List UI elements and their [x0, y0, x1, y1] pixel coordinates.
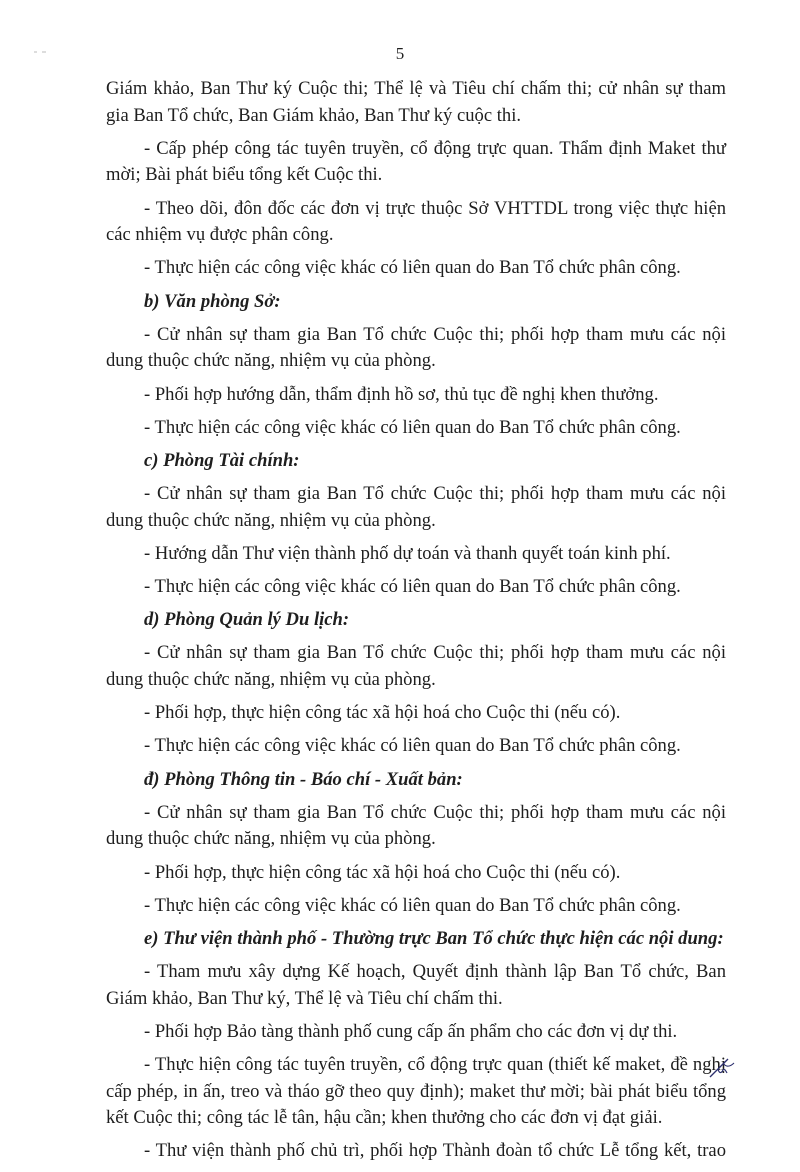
list-item: - Thực hiện các công việc khác có liên quan do Ban Tổ chức phân công.: [144, 257, 681, 279]
document-body: [106, 76, 726, 1172]
section-heading: b) Văn phòng Sở:: [144, 290, 281, 312]
list-item: - Cấp phép công tác tuyên truyền, cổ động trực quan. Thẩm định Maket thư mời; Bài phát biểu tổng kết Cuộc thi.: [106, 137, 726, 186]
section-heading: d) Phòng Quản lý Du lịch:: [144, 609, 350, 631]
list-item: - Thư viện thành phố chủ trì, phối hợp Thành đoàn tổ chức Lễ tổng kết, trao: [144, 1140, 726, 1162]
list-item: - Phối hợp, thực hiện công tác xã hội hoá cho Cuộc thi (nếu có).: [144, 702, 621, 724]
page-number: 5: [395, 44, 405, 63]
section-heading: e) Thư viện thành phố - Thường trực Ban Tổ chức thực hiện các nội dung:: [144, 927, 724, 949]
section-heading: c) Phòng Tài chính:: [144, 449, 300, 471]
list-item: - Thực hiện công tác tuyên truyền, cổ động trực quan (thiết kế maket, đề nghị cấp phép, in ấn, treo và tháo gỡ theo quy định); maket thư mời; bài phát biểu tổng kết Cuộc thi; công tác lễ tân, hậu cần; khen thưởng cho các đơn vị đạt giải.: [106, 1054, 726, 1129]
list-item: - Cử nhân sự tham gia Ban Tổ chức Cuộc thi; phối hợp tham mưu các nội dung thuộc chức năng, nhiệm vụ của phòng.: [106, 483, 726, 531]
list-item: - Thực hiện các công việc khác có liên quan do Ban Tổ chức phân công.: [144, 894, 681, 916]
list-item: - Thực hiện các công việc khác có liên quan do Ban Tổ chức phân công.: [144, 576, 681, 598]
list-item: - Thực hiện các công việc khác có liên quan do Ban Tổ chức phân công.: [144, 735, 681, 757]
list-item: - Hướng dẫn Thư viện thành phố dự toán và thanh quyết toán kinh phí.: [144, 542, 671, 564]
paragraph-continuation: Giám khảo, Ban Thư ký Cuộc thi; Thể lệ và Tiêu chí chấm thi; cử nhân sự tham gia Ban Tổ chức, Ban Giám khảo, Ban Thư ký cuộc thi.: [106, 78, 726, 126]
list-item: - Cử nhân sự tham gia Ban Tổ chức Cuộc thi; phối hợp tham mưu các nội dung thuộc chức năng, nhiệm vụ của phòng.: [106, 801, 726, 850]
list-item: - Cử nhân sự tham gia Ban Tổ chức Cuộc thi; phối hợp tham mưu các nội dung thuộc chức năng, nhiệm vụ của phòng.: [106, 642, 726, 690]
list-item: - Thực hiện các công việc khác có liên quan do Ban Tổ chức phân công.: [144, 416, 681, 438]
list-item: - Theo dõi, đôn đốc các đơn vị trực thuộc Sở VHTTDL trong việc thực hiện các nhiệm vụ được phân công.: [106, 197, 726, 246]
list-item: - Cử nhân sự tham gia Ban Tổ chức Cuộc thi; phối hợp tham mưu các nội dung thuộc chức năng, nhiệm vụ của phòng.: [106, 323, 726, 372]
list-item: - Phối hợp Bảo tàng thành phố cung cấp ấn phẩm cho các đơn vị dự thi.: [144, 1020, 678, 1042]
scan-mark: [34, 40, 50, 42]
section-heading: đ) Phòng Thông tin - Báo chí - Xuất bản:: [144, 768, 463, 790]
list-item: - Phối hợp hướng dẫn, thẩm định hồ sơ, thủ tục đề nghị khen thưởng.: [144, 383, 659, 405]
list-item: - Tham mưu xây dựng Kế hoạch, Quyết định thành lập Ban Tổ chức, Ban Giám khảo, Ban Thư ký, Thể lệ và Tiêu chí chấm thi.: [106, 961, 726, 1009]
list-item: - Phối hợp, thực hiện công tác xã hội hoá cho Cuộc thi (nếu có).: [144, 861, 621, 883]
handwritten-initials: [704, 1055, 740, 1081]
